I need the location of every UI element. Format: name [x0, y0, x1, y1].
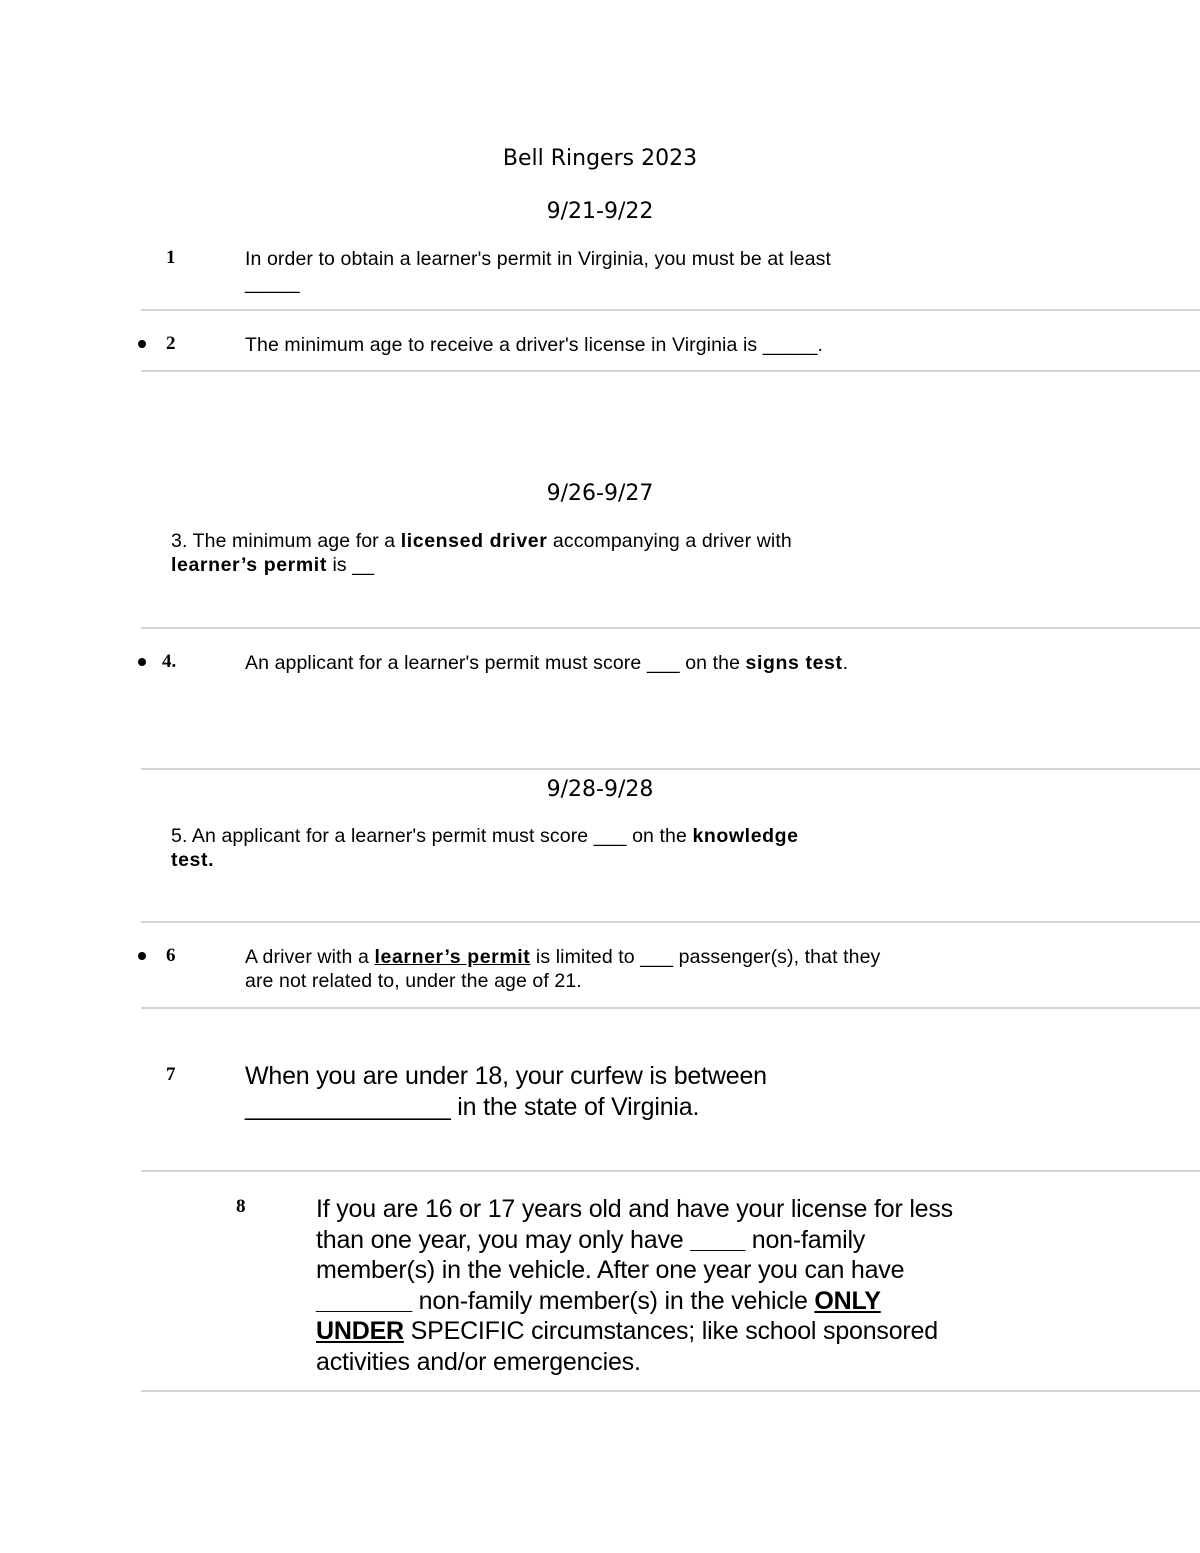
question-number: 1 — [166, 247, 176, 268]
divider — [141, 1390, 1200, 1392]
question-8-text: If you are 16 or 17 years old and have your license for less than one year, you may only have ____ non-family member(s) in the vehicle. After one year you can have _______ non-family member(s) in the vehicle ONLY UNDER SPECIFIC circumstances; like school sponsored activities and/or emergencies. — [316, 1195, 953, 1376]
question-2-text: The minimum age to receive a driver's license in Virginia is _____. — [245, 334, 823, 356]
question-4-text: An applicant for a learner's permit must score ___ on the signs test. — [245, 652, 849, 674]
question-number: 4. — [162, 651, 177, 672]
bullet-icon — [138, 952, 146, 960]
section-date: 9/26-9/27 — [546, 481, 654, 506]
question-number: 6 — [166, 945, 176, 966]
question-6-text: A driver with a learner’s permit is limited to ___ passenger(s), that they are not related to, under the age of 21. — [245, 946, 881, 992]
divider — [141, 1007, 1200, 1009]
divider — [141, 627, 1200, 629]
question-number: 8 — [236, 1196, 246, 1217]
divider — [141, 921, 1200, 923]
divider — [141, 370, 1200, 372]
divider — [141, 768, 1200, 770]
bullet-icon — [138, 340, 146, 348]
divider — [141, 1170, 1200, 1172]
divider — [141, 309, 1200, 311]
question-7-text: When you are under 18, your curfew is between _______________ in the state of Virginia. — [245, 1062, 767, 1121]
question-number: 2 — [166, 333, 176, 354]
question-1-text: In order to obtain a learner's permit in Virginia, you must be at least _____ — [245, 248, 832, 294]
question-3-text: 3. The minimum age for a licensed driver accompanying a driver with learner’s permit is __ — [171, 530, 792, 576]
bullet-icon — [138, 658, 146, 666]
page-title: Bell Ringers 2023 — [502, 146, 698, 171]
question-5-text: 5. An applicant for a learner's permit must score ___ on the knowledge test. — [171, 825, 799, 871]
question-number: 7 — [166, 1064, 176, 1085]
section-date: 9/21-9/22 — [546, 199, 654, 224]
section-date: 9/28-9/28 — [546, 777, 654, 802]
